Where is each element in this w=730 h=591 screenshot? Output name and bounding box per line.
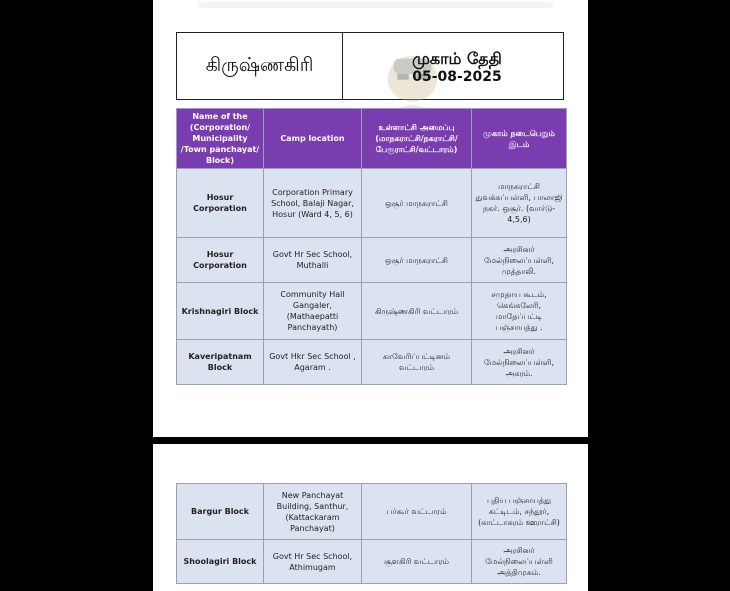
cell-camp-location: Govt Hr Sec School, Athimugam	[264, 540, 362, 584]
table-row	[177, 169, 567, 238]
cell-camp-location: Community Hall Gangaler, (Mathaepatti Panchayath)	[264, 283, 362, 340]
cell-local-body: கிருஷ்ணகிரி வட்டாரம்	[362, 283, 472, 340]
cell-camp-location: New Panchayat Building, Santhur, (Kattackaram Panchayat)	[264, 484, 362, 540]
cell-venue: புதிய பஞ்சாயத்து கட்டிடம், சந்தூர், (காட்டாகரம் ஊராட்சி)	[472, 484, 567, 540]
column-header: முகாம் நடைபெறும் இடம்	[472, 109, 567, 169]
table-header-row	[177, 109, 567, 169]
cell-venue: அரசினர் மேல்நிலைப்பள்ளி, முத்தாலி.	[472, 238, 567, 283]
cell-camp-location: Corporation Primary School, Balaji Nagar, Hosur (Ward 4, 5, 6)	[264, 169, 362, 238]
page-top-strip	[198, 2, 553, 8]
cell-local-body: ஒசூர் மாநகராட்சி	[362, 169, 472, 238]
cell-venue: சமுதாய கூடம், கெங்கலேரி, மாதேப்பட்டி பஞ்சாயத்து .	[472, 283, 567, 340]
cell-body: Kaveripatnam Block	[177, 340, 264, 385]
document-page-2	[153, 444, 588, 591]
cell-camp-location: Govt Hkr Sec School , Agaram .	[264, 340, 362, 385]
table-row	[177, 283, 567, 340]
table-row	[177, 484, 567, 540]
cell-body: Hosur Corporation	[177, 238, 264, 283]
cell-venue: அரசினர் மேல்நிலைப்பள்ளி, அகரம்.	[472, 340, 567, 385]
district-name: கிருஷ்ணகிரி	[205, 53, 314, 76]
column-header: Name of the (Corporation/ Municipality /Town panchayat/ Block)	[177, 109, 264, 169]
cell-local-body: ஒசூர் மாநகராட்சி	[362, 238, 472, 283]
table-row	[177, 540, 567, 584]
cell-venue: அரசினர் மேல்நிலைப்பள்ளி அத்திமுகம்.	[472, 540, 567, 584]
column-header: Camp location	[264, 109, 362, 169]
header-box	[176, 32, 564, 100]
cell-local-body: பர்கூர் வட்டாரம்	[362, 484, 472, 540]
cell-body: Krishnagiri Block	[177, 283, 264, 340]
camp-table-continued	[176, 483, 567, 584]
table-row	[177, 238, 567, 283]
cell-venue: மாநகராட்சி துவக்கப்பள்ளி, பாலாஜி நகர். ஒசூர். (வார்டு- 4,5,6)	[472, 169, 567, 238]
cell-body: Bargur Block	[177, 484, 264, 540]
header-divider	[342, 33, 343, 99]
table-row	[177, 340, 567, 385]
cell-body: Hosur Corporation	[177, 169, 264, 238]
cell-body: Shoolagiri Block	[177, 540, 264, 584]
column-header: உள்ளாட்சி அமைப்பு (மாநகராட்சி/நகராட்சி/ பேரூராட்சி/வட்டாரம்)	[362, 109, 472, 169]
cell-camp-location: Govt Hr Sec School, Muthalli	[264, 238, 362, 283]
camp-date-value: 05-08-2025	[412, 69, 502, 85]
camp-table	[176, 108, 567, 385]
cell-local-body: சூளகிரி வட்டாரம்	[362, 540, 472, 584]
camp-date-label: முகாம் தேதி	[412, 49, 502, 68]
document-page-1	[153, 0, 588, 437]
cell-local-body: காவேரிப்பட்டினம் வட்டாரம்	[362, 340, 472, 385]
